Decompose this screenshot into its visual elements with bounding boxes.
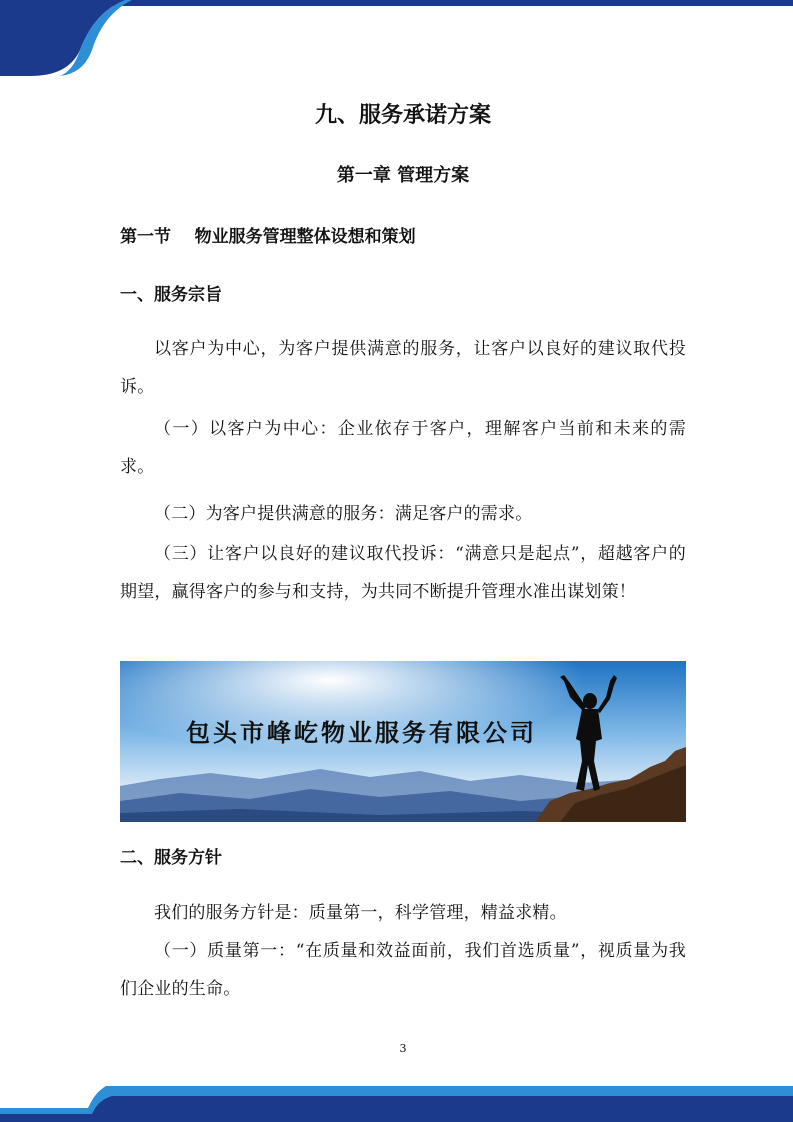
chapter-heading: 第一章 管理方案 (336, 165, 470, 186)
banner-company-name: 包头市峰屹物业服务有限公司 (186, 718, 537, 747)
paragraph-customer-centric: （一）以客户为中心：企业依存于客户，理解客户当前和未来的需求。 (120, 419, 686, 477)
page-number: 3 (399, 1042, 407, 1055)
page-title: 九、服务承诺方案 (314, 103, 491, 128)
paragraph-suggestions: （三）让客户以良好的建议取代投诉：“满意只是起点”，超越客户的期望，赢得客户的参与和支持，为共同不断提升管理水准出谋划策！ (120, 544, 686, 602)
section-heading: 第一节 物业服务管理整体设想和策划 (120, 227, 416, 247)
footer-decoration (0, 1078, 793, 1122)
paragraph-purpose: 以客户为中心，为客户提供满意的服务，让客户以良好的建议取代投诉。 (120, 339, 686, 397)
paragraph-satisfied-service: （二）为客户提供满意的服务：满足客户的需求。 (154, 504, 533, 524)
heading-service-policy: 二、服务方针 (120, 848, 222, 868)
paragraph-quality-first: （一）质量第一：“在质量和效益面前，我们首选质量”，视质量为我们企业的生命。 (120, 941, 686, 999)
heading-service-purpose: 一、服务宗旨 (120, 285, 222, 305)
company-banner-image (120, 661, 686, 822)
header-decoration (0, 0, 793, 80)
paragraph-policy: 我们的服务方针是：质量第一，科学管理，精益求精。 (154, 903, 567, 923)
